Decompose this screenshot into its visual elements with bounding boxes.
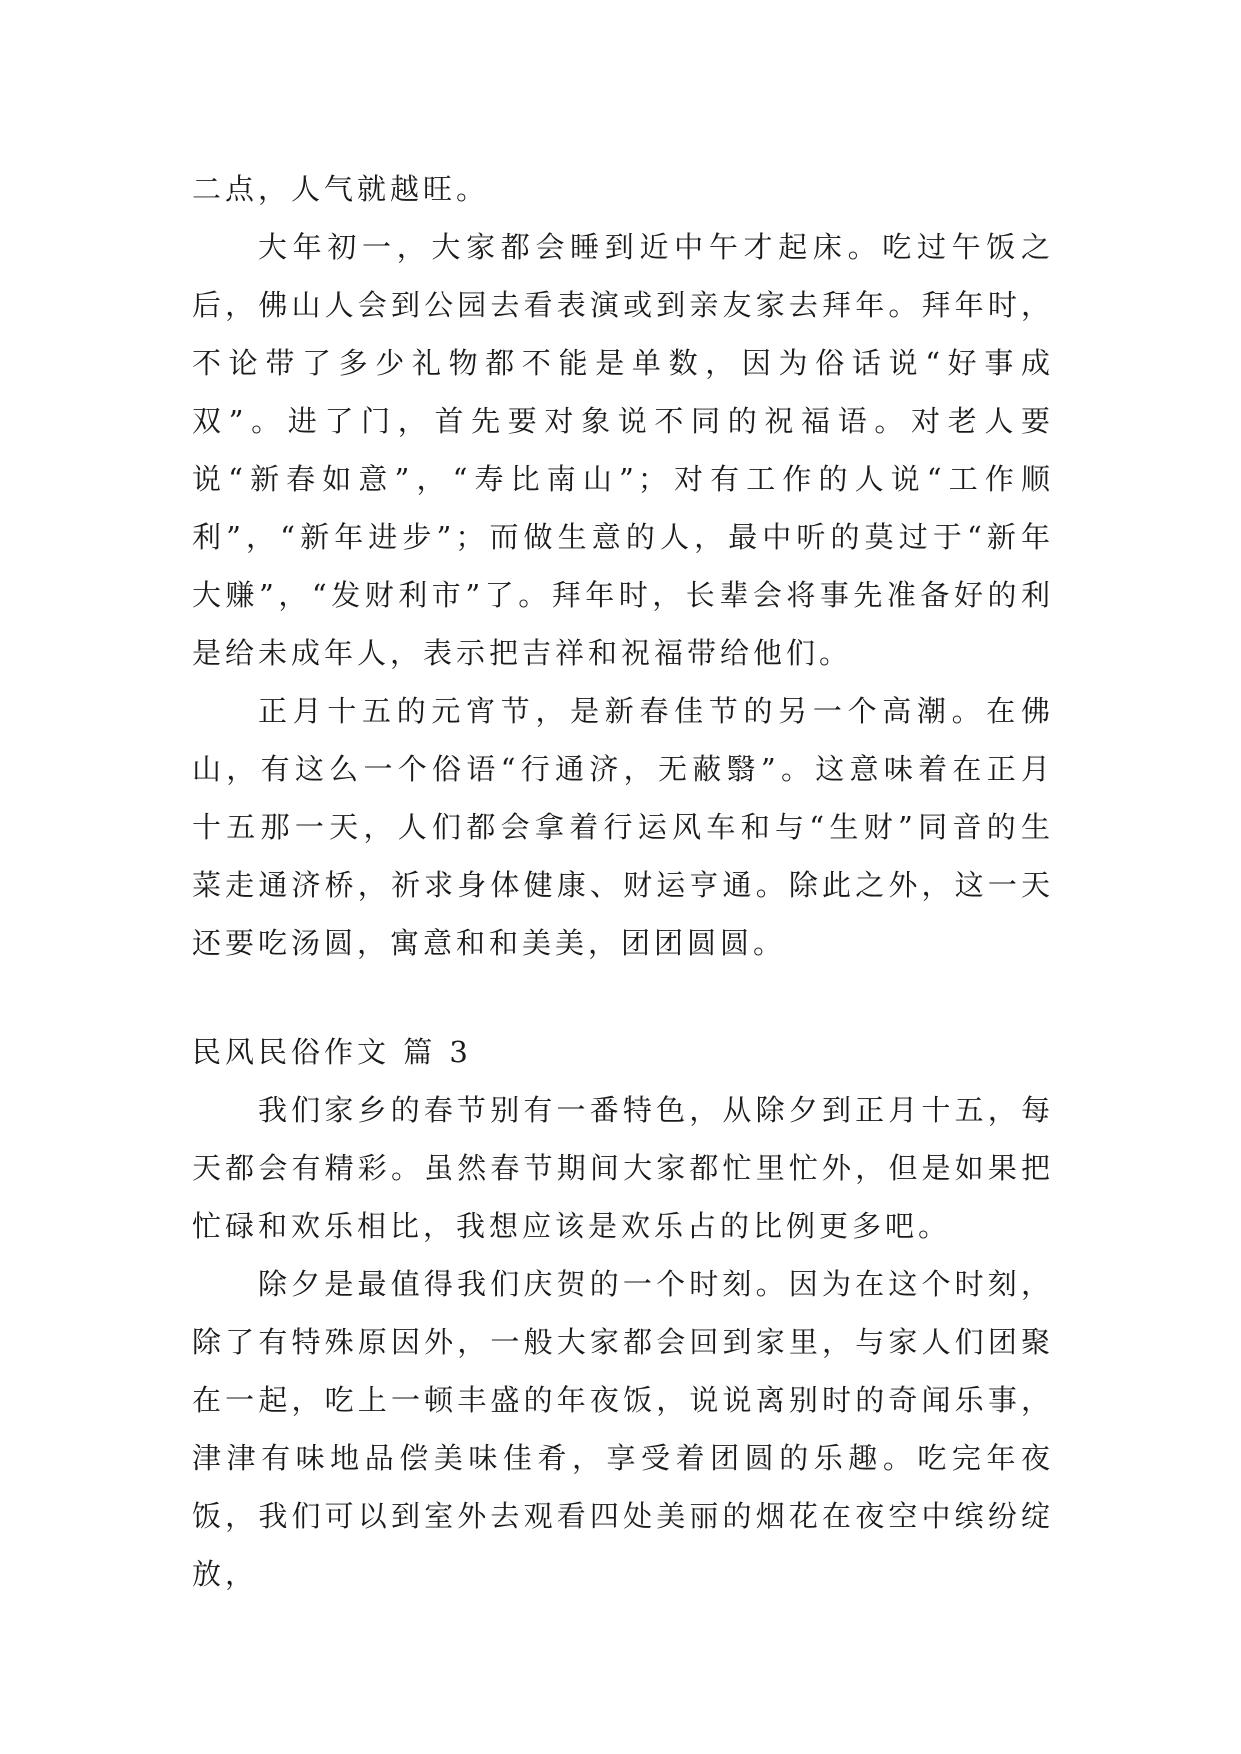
paragraph-continuation: 二点，人气就越旺。 (192, 172, 490, 206)
paragraph-hometown-spring-festival: 我们家乡的春节别有一番特色，从除夕到正月十五，每天都会有精彩。虽然春节期间大家都忙里忙外，但是如果把忙碌和欢乐相比，我想应该是欢乐占的比例更多吧。 (192, 1093, 1054, 1243)
section-heading: 民风民俗作文 篇 3 (192, 1035, 472, 1069)
paragraph-lantern-festival: 正月十五的元宵节，是新春佳节的另一个高潮。在佛山，有这么一个俗语“行通济，无蔽翳”。这意味着在正月十五那一天，人们都会拿着行运风车和与“生财”同音的生菜走通济桥，祈求身体健康、财运亨通。除此之外，这一天还要吃汤圆，寓意和和美美，团团圆圆。 (192, 694, 1054, 960)
paragraph-new-years-eve: 除夕是最值得我们庆贺的一个时刻。因为在这个时刻，除了有特殊原因外，一般大家都会回到家里，与家人们团聚在一起，吃上一顿丰盛的年夜饭，说说离别时的奇闻乐事，津津有味地品偿美味佳肴，享受着团圆的乐趣。吃完年夜饭，我们可以到室外去观看四处美丽的烟花在夜空中缤纷绽放， (192, 1267, 1054, 1591)
document-body (192, 160, 1054, 1603)
paragraph-new-year-day: 大年初一，大家都会睡到近中午才起床。吃过午饭之后，佛山人会到公园去看表演或到亲友家去拜年。拜年时，不论带了多少礼物都不能是单数，因为俗话说“好事成双”。进了门，首先要对象说不同的祝福语。对老人要说“新春如意”，“寿比南山”；对有工作的人说“工作顺利”，“新年进步”；而做生意的人，最中听的莫过于“新年大赚”，“发财利市”了。拜年时，长辈会将事先准备好的利是给未成年人，表示把吉祥和祝福带给他们。 (192, 230, 1054, 670)
